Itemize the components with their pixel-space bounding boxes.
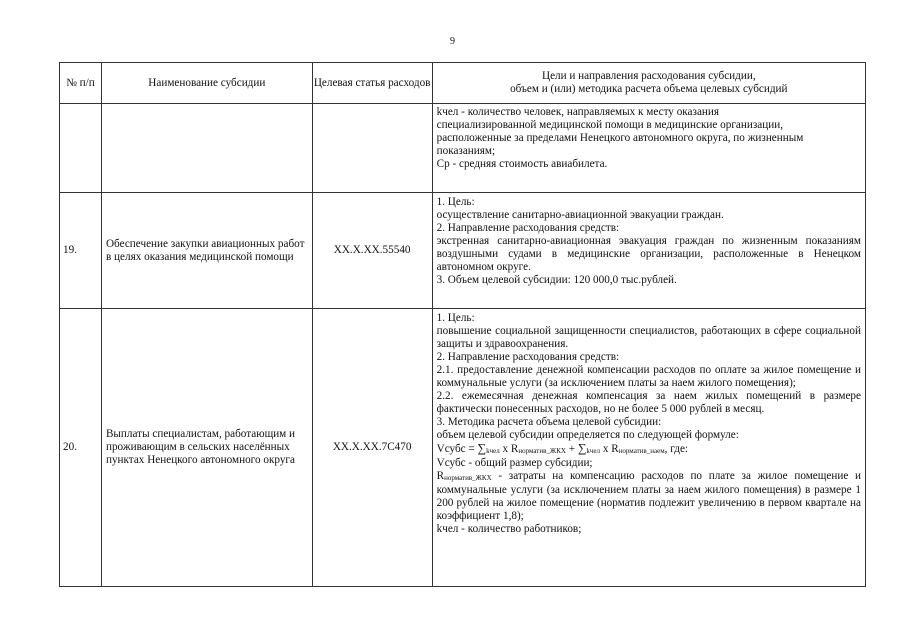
goal-line: 3. Объем целевой субсидии: 120 000,0 тыс.рублей. (436, 274, 677, 286)
definition-v: Vсубс - общий размер субсидии; (436, 457, 593, 469)
row-name: Выплаты специалистам, работающим и проживающим в сельских населённых пунктах Ненецкого автономного округа (101, 309, 312, 587)
subsidy-table (59, 62, 866, 587)
table-row (60, 309, 866, 587)
row-num: 20. (60, 309, 102, 587)
header-goals-line1: Цели и направления расходования субсидии, (541, 70, 756, 82)
goal-line: осуществление санитарно-авиационной эвакуации граждан. (436, 209, 724, 221)
header-code: Целевая статья расходов (312, 63, 432, 104)
sum-sign: ∑ (477, 441, 487, 455)
row-num (60, 104, 102, 193)
row-code: XX.X.XX.7C470 (312, 309, 432, 587)
goal-line: экстренная санитарно-авиационная эвакуация граждан по жизненным показаниям воздушными судами в медицинские организации, расположенные в Ненецком автономном округе. (436, 235, 861, 273)
formula-plus: + (565, 443, 578, 455)
formula-line (437, 442, 861, 457)
row-num: 19. (60, 193, 102, 309)
goal-line: показаниям; (436, 145, 496, 157)
table-row (60, 193, 866, 309)
row-goals (432, 309, 865, 587)
formula-sub1: норматив_ЖКХ (518, 447, 566, 455)
formula-k1: kчел (486, 447, 500, 455)
table-row (60, 104, 866, 193)
r-sub: норматив_ЖКХ (444, 474, 492, 482)
row-code (312, 104, 432, 193)
row-goals (432, 193, 865, 309)
goal-line: 2. Направление расходования средств: (436, 222, 620, 234)
goal-line: объем целевой субсидии определяется по следующей формуле: (436, 429, 739, 441)
formula-k2: kчел (586, 447, 601, 455)
goal-line: специализированной медицинской помощи в медицинские организации, (436, 119, 783, 131)
formula-x1: x R (499, 443, 519, 455)
header-goals-line2: объем и (или) методика расчета объема целевых субсидий (510, 83, 788, 95)
formula-tail: , где: (664, 443, 689, 455)
sum-sign: ∑ (577, 441, 587, 455)
goal-line: 2.2. ежемесячная денежная компенсация за наем жилых помещений в размере фактически понесенных расходов, но не более 5 000 рублей в месяц. (436, 390, 861, 415)
formula-x2: x R (600, 443, 619, 455)
row-name: Обеспечение закупки авиационных работ в целях оказания медицинской помощи (101, 193, 312, 309)
table-header-row (60, 63, 866, 104)
goal-line: 2. Направление расходования средств: (436, 351, 620, 363)
formula-sub2: норматив_наем (618, 447, 665, 455)
row-name (101, 104, 312, 193)
goal-line: 2.1. предоставление денежной компенсации расходов по оплате за жилое помещение и коммунальные услуги (за исключением платы за наем жилого помещения); (436, 364, 861, 389)
row-code: XX.X.XX.55540 (312, 193, 432, 309)
goal-line: 3. Методика расчета объема целевой субсидии: (436, 416, 662, 428)
row-goals (432, 104, 865, 193)
header-name: Наименование субсидии (101, 63, 312, 104)
header-goals (432, 63, 865, 104)
formula-lhs: Vсубс = (436, 443, 478, 455)
goal-line: повышение социальной защищенности специалистов, работающих в сфере социальной защиты и здравоохранения. (436, 325, 861, 350)
definition-k: kчел - количество работников; (436, 523, 582, 535)
goal-line: Ср - средняя стоимость авиабилета. (436, 158, 608, 170)
goal-line: kчел - количество человек, направляемых к месту оказания (436, 106, 720, 118)
goal-line: 1. Цель: (436, 196, 475, 208)
goal-line: расположенные за пределами Ненецкого автономного округа, по жизненным (436, 132, 804, 144)
r-prefix: R (436, 470, 445, 482)
goal-line: 1. Цель: (436, 312, 475, 324)
definition-r (437, 470, 861, 523)
header-num: № п/п (60, 63, 102, 104)
r-text: - затраты на компенсацию расходов по плате за жилое помещение и коммунальные услуги (за исключением платы за наем жилого помещения) в размере 1 200 рублей на жилое помещение (норматив подлежит увеличению в первом квартале на коэффициент 1,8); (436, 470, 861, 522)
page-number: 9 (450, 36, 455, 47)
